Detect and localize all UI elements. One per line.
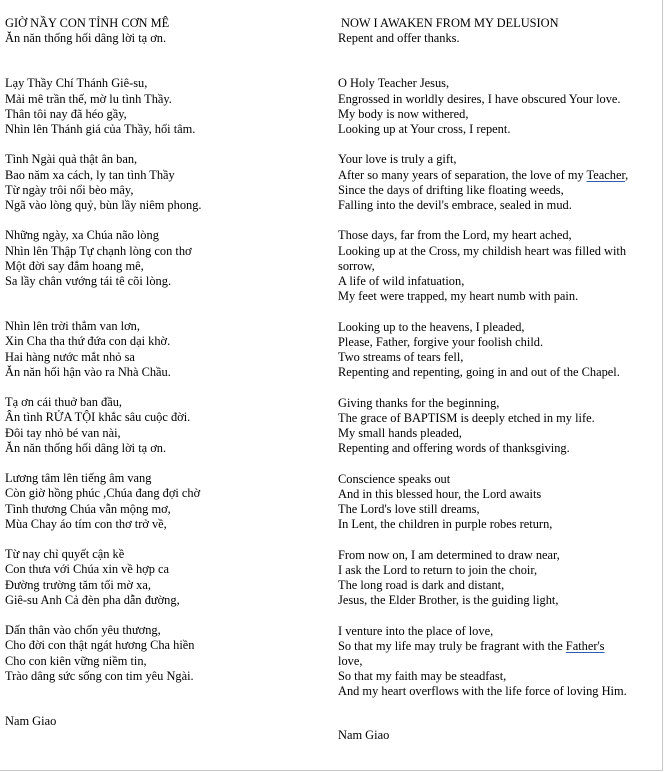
poem-line: Còn giờ hồng phúc ,Chúa đang đợi chờ (5, 486, 201, 501)
poem-line: And my heart overflows with the life force of loving Him. (338, 684, 627, 699)
poem-line: love, (338, 654, 363, 669)
english-subtitle: Repent and offer thanks. (338, 31, 460, 46)
poem-line: Nhìn lên Thập Tự chạnh lòng con thơ (5, 243, 192, 258)
poem-line: Nhìn lên Thánh giá của Thầy, hối tâm. (5, 122, 196, 137)
poem-line: The long road is dark and distant, (338, 578, 505, 593)
poem-line: Một đời say đắm hoang mê, (5, 258, 144, 273)
vi-stanza-8 (5, 623, 325, 684)
poem-line: Đường trường tăm tối mờ xa, (5, 577, 151, 592)
poem-line: O Holy Teacher Jesus, (338, 76, 450, 91)
en-stanza-5 (338, 396, 660, 457)
en-stanza-2 (338, 152, 660, 213)
poem-line: Mùa Chay áo tím con thơ trở về, (5, 516, 167, 531)
vietnamese-stanzas (5, 76, 325, 684)
poem-line: From now on, I am determined to draw near, (338, 547, 560, 562)
poem-line: Lương tâm lên tiếng âm vang (5, 471, 152, 486)
vietnamese-title: GIỜ NẦY CON TỈNH CƠN MÊ (5, 16, 170, 30)
poem-line: Bao năm xa cách, ly tan tình Thầy (5, 167, 175, 182)
en-stanza-3 (338, 228, 660, 304)
poem-line: In Lent, the children in purple robes return, (338, 517, 553, 532)
vi-stanza-3 (5, 228, 325, 289)
poem-line: Those days, far from the Lord, my heart ached, (338, 228, 572, 243)
poem-line: My body is now withered, (338, 106, 469, 121)
poem-line: Từ ngày trôi nổi bèo mây, (5, 182, 134, 197)
poem-line: So that my life may truly be fragrant with the Father's (338, 638, 605, 653)
poem-line: Since the days of drifting like floating weeds, (338, 182, 564, 197)
poem-line: So that my faith may be steadfast, (338, 669, 507, 684)
poem-line: Con thưa với Chúa xin về hợp ca (5, 562, 170, 577)
poem-line: Nhìn lên trời thẳm van lơn, (5, 319, 140, 334)
vietnamese-poem-column (5, 16, 325, 729)
poem-line: Giving thanks for the beginning, (338, 395, 500, 410)
english-stanzas (338, 76, 660, 699)
vi-stanza-5 (5, 395, 325, 456)
poem-line: Repenting and repenting, going in and out of the Chapel. (338, 365, 620, 380)
english-title: NOW I AWAKEN FROM MY DELUSION (341, 16, 559, 30)
vi-stanza-1 (5, 76, 325, 137)
en-stanza-6 (338, 472, 660, 533)
poem-line: My small hands pleaded, (338, 426, 462, 441)
poem-line: The grace of BAPTISM is deeply etched in my life. (338, 410, 595, 425)
poem-line: Falling into the devil's embrace, sealed in mud. (338, 198, 572, 213)
en-stanza-8 (338, 624, 660, 700)
english-signature: Nam Giao (338, 727, 390, 742)
poem-line: Looking up at the Cross, my childish heart was filled with (338, 243, 627, 258)
poem-line: Ăn năn thống hối dâng lời tạ ơn. (5, 440, 167, 455)
poem-line: Tạ ơn cái thuở ban đầu, (5, 395, 123, 410)
en-stanza-7 (338, 548, 660, 609)
en-stanza-4 (338, 320, 660, 381)
vi-stanza-7 (5, 547, 325, 608)
poem-line: Dấn thân vào chốn yêu thương, (5, 623, 161, 638)
poem-line: A life of wild infatuation, (338, 274, 465, 289)
vi-stanza-2 (5, 152, 325, 213)
poem-line: I venture into the place of love, (338, 623, 494, 638)
poem-line: My feet were trapped, my heart numb with pain. (338, 289, 579, 304)
poem-line: Please, Father, forgive your foolish child. (338, 334, 544, 349)
poem-line: And in this blessed hour, the Lord awaits (338, 486, 542, 501)
poem-line: Lạy Thầy Chí Thánh Giê-su, (5, 76, 148, 91)
vi-stanza-6 (5, 471, 325, 532)
poem-line: Two streams of tears fell, (338, 350, 464, 365)
en-stanza-1 (338, 76, 660, 137)
poem-line: Ngã vào lòng quỷ, bùn lầy niêm phong. (5, 198, 202, 213)
poem-line: Ân tình RỬA TỘI khắc sâu cuộc đời. (5, 410, 191, 425)
poem-line: Jesus, the Elder Brother, is the guiding light, (338, 593, 559, 608)
poem-line: sorrow, (338, 258, 375, 273)
poem-line: Đôi tay nhỏ bé van nài, (5, 425, 121, 440)
poem-line: The Lord's love still dreams, (338, 502, 480, 517)
poem-line: Trào dâng sức sống con tim yêu Ngài. (5, 668, 194, 683)
poem-line: Your love is truly a gift, (338, 152, 457, 167)
poem-line: I ask the Lord to return to join the choir, (338, 562, 538, 577)
poem-line: Conscience speaks out (338, 471, 451, 486)
vietnamese-signature: Nam Giao (5, 714, 57, 729)
poem-line: Thân tôi nay đã héo gầy, (5, 106, 127, 121)
poem-line: Xin Cha tha thứ đứa con dại khờ. (5, 334, 171, 349)
english-poem-column (338, 16, 660, 743)
poem-line: Mải mê trần thế, mờ lu tình Thầy. (5, 91, 172, 106)
poem-line: Looking up to the heavens, I pleaded, (338, 319, 525, 334)
poem-line: Engrossed in worldly desires, I have obscured Your love. (338, 91, 621, 106)
poem-line: Tình Ngài quả thật ân ban, (5, 152, 138, 167)
poem-line: Cho đời con thật ngát hương Cha hiền (5, 638, 195, 653)
poem-line: Looking up at Your cross, I repent. (338, 122, 511, 137)
poem-line: Giê-su Anh Cả đèn pha dẫn đường, (5, 592, 180, 607)
poem-line: Sa lầy chân vướng tái tê cõi lòng. (5, 274, 172, 289)
poem-line: Cho con kiên vững niềm tin, (5, 653, 147, 668)
poem-line: Repenting and offering words of thanksgiving. (338, 441, 570, 456)
vietnamese-subtitle: Ăn năn thống hối dâng lời tạ ơn. (5, 31, 167, 46)
vi-stanza-4 (5, 319, 325, 380)
poem-line: After so many years of separation, the love of my Teacher, (338, 167, 629, 182)
poem-line: Tình thương Chúa vẫn mộng mơ, (5, 501, 171, 516)
poem-line: Ăn năn hối hận vào ra Nhà Chầu. (5, 364, 171, 379)
poem-line: Những ngày, xa Chúa não lòng (5, 228, 159, 243)
poem-line: Hai hàng nước mắt nhỏ sa (5, 349, 135, 364)
poem-line: Từ nay chỉ quyết cận kề (5, 547, 125, 562)
